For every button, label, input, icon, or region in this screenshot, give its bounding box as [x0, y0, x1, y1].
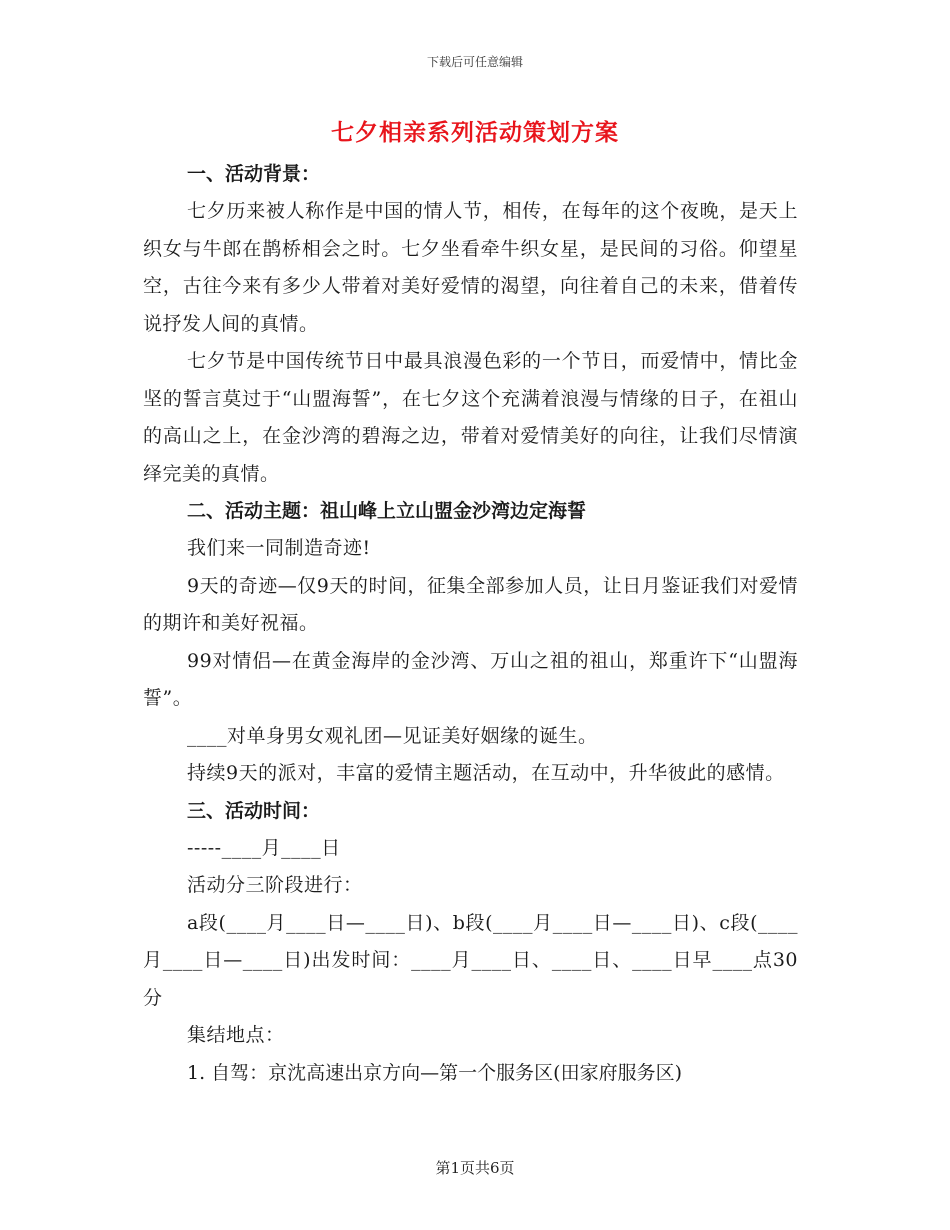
list-item: 1. 自驾：京沈高速出京方向—第一个服务区(田家府服务区)	[187, 1061, 682, 1084]
paragraph: 七夕历来被人称作是中国的情人节，相传，在每年的这个夜晚，是天上织女与牛郎在鹊桥相会之时。七夕坐看牵牛织女星，是民间的习俗。仰望星空，古往今来有多少人带着对美好爱情的渴望，向往着自己的未来，借着传说抒发人间的真情。	[143, 200, 798, 335]
paragraph: ____对单身男女观礼团—见证美好姻缘的诞生。	[187, 724, 598, 747]
paragraph: 9天的奇迹—仅9天的时间，征集全部参加人员，让日月鉴证我们对爱情的期许和美好祝福。	[143, 574, 798, 634]
paragraph: -----____月____日	[187, 836, 341, 859]
document-body	[143, 156, 798, 1092]
paragraph: 七夕节是中国传统节日中最具浪漫色彩的一个节日，而爱情中，情比金坚的誓言莫过于“山盟海誓”，在七夕这个充满着浪漫与情缘的日子，在祖山的高山之上，在金沙湾的碧海之边，带着对爱情美好的向往，让我们尽情演绎完美的真情。	[143, 350, 798, 485]
paragraph: 活动分三阶段进行：	[187, 874, 363, 896]
paragraph: 集结地点：	[187, 1024, 285, 1046]
document-title: 七夕相亲系列活动策划方案	[331, 119, 619, 146]
header-note: 下载后可任意编辑	[426, 55, 523, 69]
section-heading-time: 三、活动时间：	[187, 799, 321, 822]
paragraph: 持续9天的派对，丰富的爱情主题活动，在互动中，升华彼此的感情。	[187, 762, 785, 784]
section-heading-theme: 二、活动主题：祖山峰上立山盟金沙湾边定海誓	[187, 500, 587, 522]
paragraph: a段(____月____日—____日)、b段(____月____日—____日)、c段(____月____日—____日)出发时间：____月____日、____日、____日早____点30分	[143, 911, 798, 1009]
page-footer: 第1页共6页	[435, 1159, 515, 1177]
paragraph: 99对情侣—在黄金海岸的金沙湾、万山之祖的祖山，郑重许下“山盟海誓”。	[143, 649, 798, 709]
section-heading-background: 一、活动背景：	[187, 163, 321, 185]
paragraph: 我们来一同制造奇迹!	[187, 537, 371, 559]
